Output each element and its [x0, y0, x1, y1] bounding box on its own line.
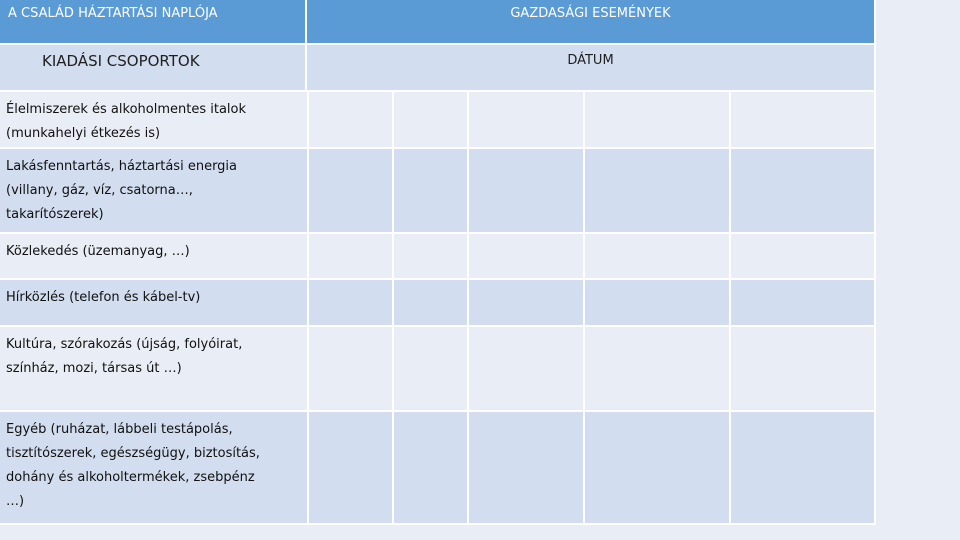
category-label-transport: Közlekedés (üzemanyag, …) [6, 244, 190, 259]
column-divider [307, 92, 309, 525]
category-label-communication: Hírközlés (telefon és kábel-tv) [6, 290, 201, 305]
category-label-culture: Kultúra, szórakozás (újság, folyóirat, színház, mozi, társas út …) [6, 337, 243, 376]
expense-groups-header-cell [0, 45, 307, 92]
expense-groups-header: KIADÁSI CSOPORTOK [42, 52, 200, 70]
economic-events-header: GAZDASÁGI ESEMÉNYEK [510, 6, 671, 21]
column-divider [392, 92, 394, 525]
household-log-title-cell [0, 0, 307, 45]
column-divider [729, 92, 731, 525]
category-label-other: Egyéb (ruházat, lábbeli testápolás, tisztítószerek, egészségügy, biztosítás, dohány és alkoholtermékek, zsebpénz …) [6, 422, 260, 509]
category-label-housing: Lakásfenntartás, háztartási energia (villany, gáz, víz, csatorna…, takarítószerek) [6, 159, 238, 222]
column-divider [583, 92, 585, 525]
date-header-cell [307, 45, 876, 92]
category-label-food: Élelmiszerek és alkoholmentes italok (munkahelyi étkezés is) [6, 102, 246, 141]
date-header: DÁTUM [567, 53, 614, 68]
column-divider [467, 92, 469, 525]
economic-events-header-cell [307, 0, 876, 45]
household-log-title: A CSALÁD HÁZTARTÁSI NAPLÓJA [8, 6, 218, 21]
